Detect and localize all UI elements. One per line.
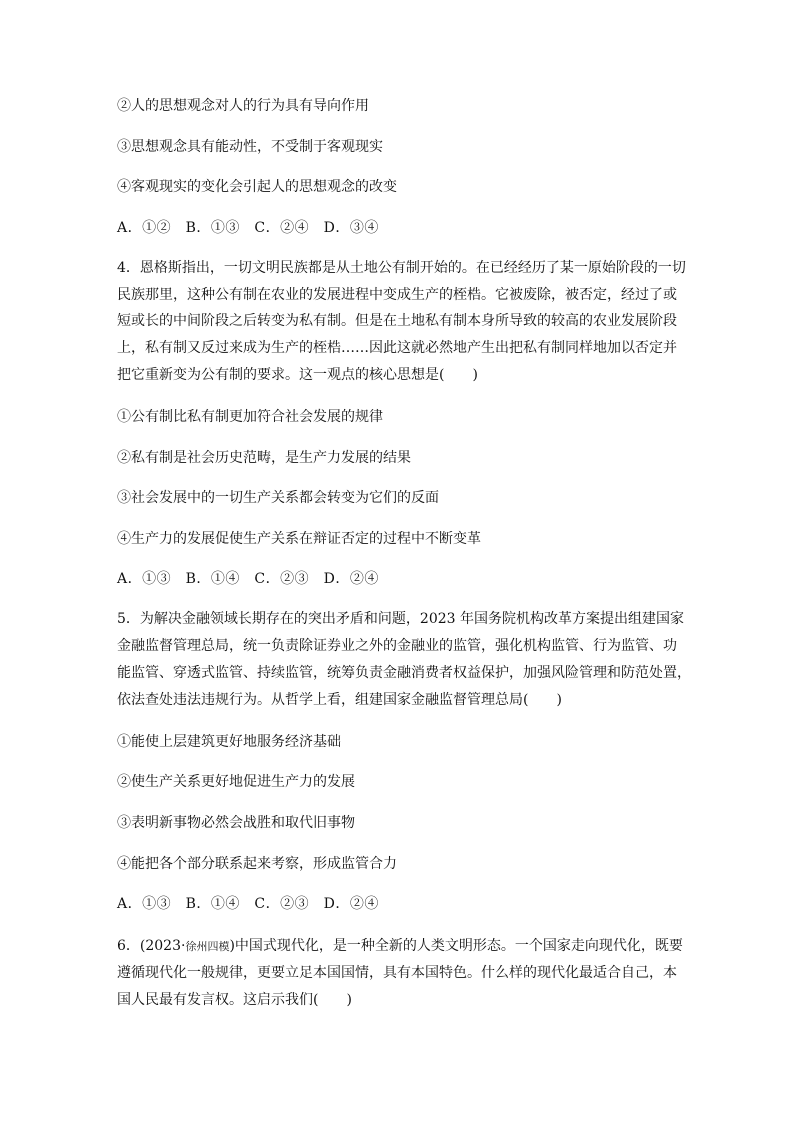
q4-option-1: ①公有制比私有制更加符合社会发展的规律	[117, 409, 383, 425]
q4-option-3: ③社会发展中的一切生产关系都会转变为它们的反面	[117, 490, 439, 506]
q6-stem-line-1-rest: )中国式现代化，是一种全新的人类文明形态。一个国家走向现代化，既要	[229, 938, 683, 954]
q6-stem-line-2: 遵循现代化一般规律，更要立足本国国情，具有本国特色。什么样的现代化最适合自己，本	[117, 965, 677, 981]
q6-source: 徐州四模	[185, 940, 230, 953]
q4-stem-line-4: 上，私有制又反过来成为生产的桎梏……因此这就必然地产生出把私有制同样地加以否定并	[117, 340, 677, 356]
q5-option-3: ③表明新事物必然会战胜和取代旧事物	[117, 815, 355, 831]
q5-option-4: ④能把各个部分联系起来考察，形成监管合力	[117, 856, 397, 872]
q5-stem-line-3: 能监管、穿透式监管、持续监管，统筹负责金融消费者权益保护，加强风险管理和防范处置，	[117, 665, 691, 681]
q4-stem-line-2: 民族那里，这种公有制在农业的发展进程中变成生产的桎梏。它被废除，被否定，经过了或	[117, 287, 677, 303]
q5-answer-choices: A．①③ B．①④ C．②③ D．②④	[117, 896, 379, 912]
q5-option-2: ②使生产关系更好地促进生产力的发展	[117, 774, 355, 790]
q4-answer-choices: A．①③ B．①④ C．②③ D．②④	[117, 571, 379, 587]
q6-number: 6．(2023·	[117, 938, 186, 954]
q3-option-4: ④客观现实的变化会引起人的思想观念的改变	[117, 179, 397, 195]
q3-option-3: ③思想观念具有能动性，不受制于客观现实	[117, 139, 383, 155]
q4-stem-line-1: 4．恩格斯指出，一切文明民族都是从土地公有制开始的。在已经经历了某一原始阶段的一切	[117, 260, 686, 276]
q4-stem-line-5: 把它重新变为公有制的要求。这一观点的核心思想是( )	[117, 367, 478, 383]
q4-option-4: ④生产力的发展促使生产关系在辩证否定的过程中不断变革	[117, 531, 481, 547]
q6-stem-line-3: 国人民最有发言权。这启示我们( )	[117, 992, 352, 1008]
q5-option-1: ①能使上层建筑更好地服务经济基础	[117, 734, 341, 750]
q5-stem-line-4: 依法查处违法违规行为。从哲学上看，组建国家金融监督管理总局( )	[117, 692, 562, 708]
q4-stem-line-3: 短或长的中间阶段之后转变为私有制。但是在土地私有制本身所导致的较高的农业发展阶段	[117, 313, 677, 329]
q5-stem-line-1: 5．为解决金融领域长期存在的突出矛盾和问题，2023 年国务院机构改革方案提出组建国家	[117, 611, 684, 627]
q4-option-2: ②私有制是社会历史范畴，是生产力发展的结果	[117, 450, 411, 466]
q5-stem-line-2: 金融监督管理总局，统一负责除证券业之外的金融业的监管，强化机构监管、行为监管、功	[117, 638, 677, 654]
q6-stem-line-1	[117, 937, 687, 956]
q3-answer-choices: A．①② B．①③ C．②④ D．③④	[117, 220, 379, 236]
q3-option-2: ②人的思想观念对人的行为具有导向作用	[117, 98, 369, 114]
